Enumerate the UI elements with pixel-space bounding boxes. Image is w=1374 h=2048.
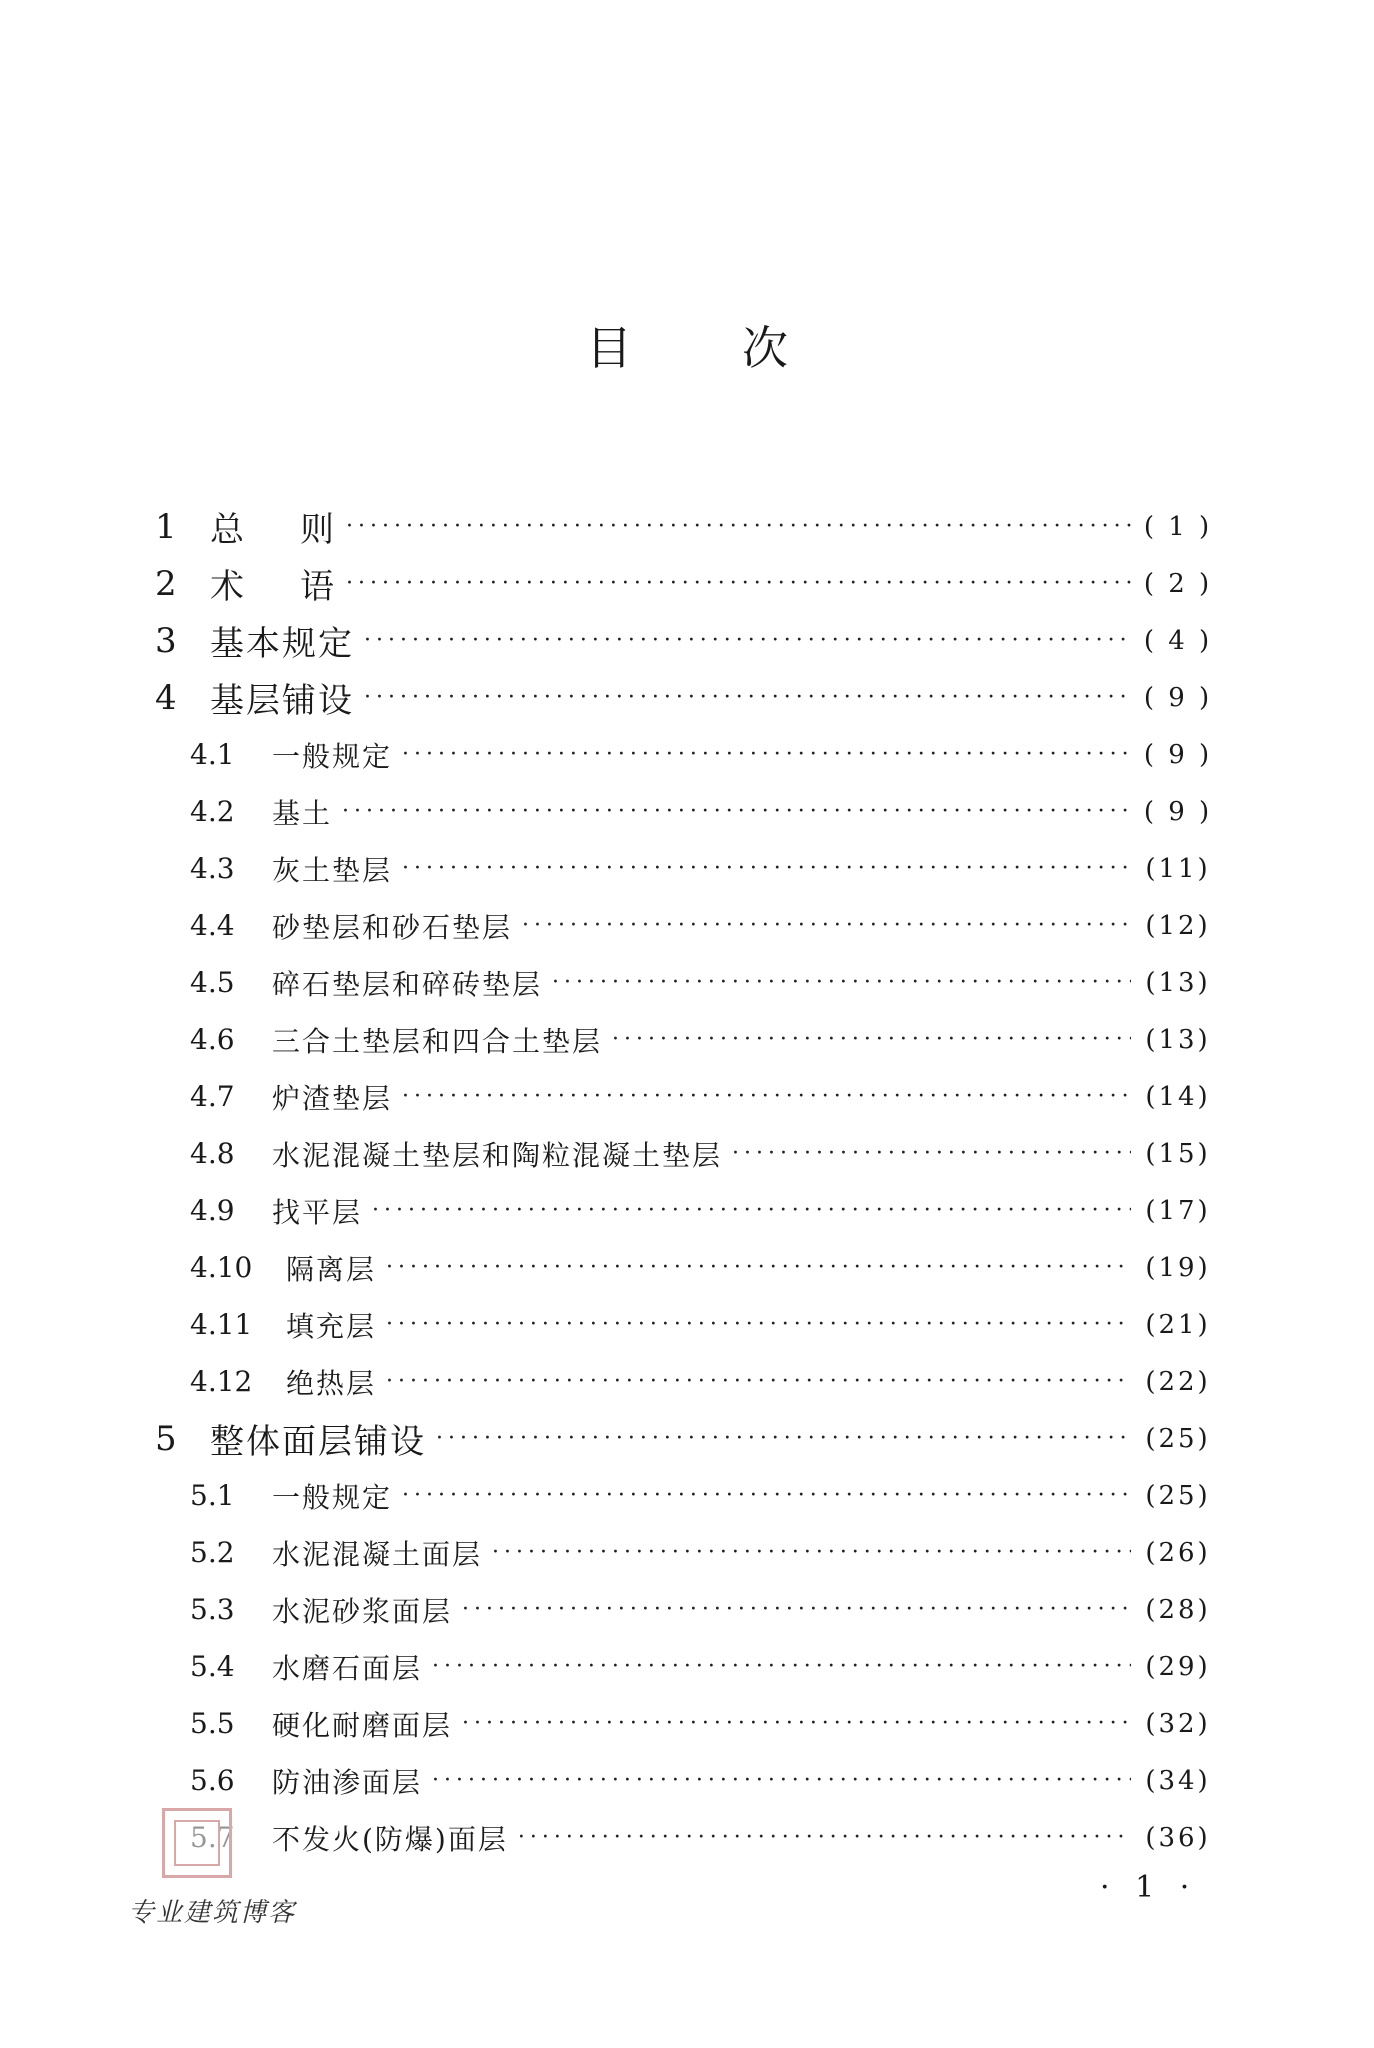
entry-page: (17) [1145, 1195, 1211, 1226]
toc-entry-5-4[interactable] [0, 1638, 1374, 1695]
table-of-contents [0, 498, 1374, 1866]
watermark-seal-frame [174, 1820, 220, 1866]
entry-page: (28) [1145, 1594, 1211, 1625]
dot-leader [364, 687, 1131, 709]
entry-label: 整体面层铺设 [210, 1422, 426, 1462]
dot-leader [612, 1029, 1131, 1051]
entry-page: (25) [1145, 1480, 1211, 1511]
entry-page: ( 1 ) [1143, 511, 1213, 542]
entry-label: 总则 [210, 510, 390, 550]
dot-leader [522, 915, 1131, 937]
entry-number: 4.12 [190, 1365, 253, 1398]
entry-page: (14) [1145, 1081, 1211, 1112]
dot-leader [346, 573, 1131, 595]
dot-leader [372, 1200, 1131, 1222]
entry-page: (15) [1145, 1138, 1211, 1169]
toc-entry-5[interactable] [0, 1410, 1374, 1467]
toc-entry-3[interactable] [0, 612, 1374, 669]
entry-page: (13) [1145, 1024, 1211, 1055]
entry-page: (11) [1145, 853, 1211, 884]
entry-page: (13) [1145, 967, 1211, 998]
entry-label: 碎石垫层和碎砖垫层 [272, 967, 543, 1001]
entry-page: ( 4 ) [1143, 625, 1213, 656]
dot-leader [462, 1713, 1131, 1735]
entry-number: 4.8 [190, 1137, 235, 1170]
entry-label: 砂垫层和砂石垫层 [272, 910, 513, 944]
dot-leader [432, 1770, 1131, 1792]
entry-number: 5.1 [190, 1479, 235, 1512]
entry-number: 4 [155, 677, 177, 718]
entry-label: 防油渗面层 [272, 1765, 423, 1799]
entry-label: 三合土垫层和四合土垫层 [272, 1024, 603, 1058]
entry-page: (21) [1145, 1309, 1211, 1340]
dot-leader [386, 1371, 1131, 1393]
entry-number: 1 [155, 506, 177, 547]
entry-label: 炉渣垫层 [272, 1081, 393, 1115]
entry-page: ( 9 ) [1143, 739, 1213, 770]
toc-entry-4-2[interactable] [0, 783, 1374, 840]
entry-page: (12) [1145, 910, 1211, 941]
toc-entry-4-1[interactable] [0, 726, 1374, 783]
entry-page: (19) [1145, 1252, 1211, 1283]
toc-entry-4-4[interactable] [0, 897, 1374, 954]
entry-number: 5.3 [190, 1593, 235, 1626]
dot-leader [402, 858, 1131, 880]
entry-label: 找平层 [272, 1195, 363, 1229]
entry-label: 一般规定 [272, 1480, 393, 1514]
entry-number: 4.3 [190, 852, 235, 885]
dot-leader [386, 1257, 1131, 1279]
entry-number: 4.7 [190, 1080, 235, 1113]
entry-number: 5.6 [190, 1764, 235, 1797]
toc-entry-4-9[interactable] [0, 1182, 1374, 1239]
entry-page: (34) [1145, 1765, 1211, 1796]
toc-entry-5-1[interactable] [0, 1467, 1374, 1524]
entry-page: (22) [1145, 1366, 1211, 1397]
dot-leader [386, 1314, 1131, 1336]
entry-label: 水磨石面层 [272, 1651, 423, 1685]
entry-number: 3 [155, 620, 177, 661]
entry-page: (25) [1145, 1423, 1211, 1454]
entry-label: 术语 [210, 567, 390, 607]
entry-label: 基层铺设 [210, 681, 354, 721]
entry-label: 水泥砂浆面层 [272, 1594, 453, 1628]
entry-label: 不发火(防爆)面层 [272, 1822, 508, 1856]
dot-leader [552, 972, 1131, 994]
dot-leader [518, 1827, 1131, 1849]
entry-number: 4.4 [190, 909, 235, 942]
entry-label: 硬化耐磨面层 [272, 1708, 453, 1742]
page-number: · 1 · [1100, 1870, 1198, 1905]
dot-leader [346, 516, 1131, 538]
entry-label: 基本规定 [210, 624, 354, 664]
entry-label: 隔离层 [286, 1252, 377, 1286]
entry-label: 填充层 [286, 1309, 377, 1343]
entry-label: 水泥混凝土面层 [272, 1537, 483, 1571]
entry-label: 一般规定 [272, 739, 393, 773]
toc-entry-5-3[interactable] [0, 1581, 1374, 1638]
toc-entry-5-6[interactable] [0, 1752, 1374, 1809]
entry-label: 水泥混凝土垫层和陶粒混凝土垫层 [272, 1138, 723, 1172]
toc-entry-4-7[interactable] [0, 1068, 1374, 1125]
entry-label: 灰土垫层 [272, 853, 393, 887]
toc-entry-4-11[interactable] [0, 1296, 1374, 1353]
toc-entry-5-2[interactable] [0, 1524, 1374, 1581]
toc-entry-4-6[interactable] [0, 1011, 1374, 1068]
toc-entry-1[interactable] [0, 498, 1374, 555]
toc-entry-4-8[interactable] [0, 1125, 1374, 1182]
entry-page: ( 9 ) [1143, 796, 1213, 827]
entry-page: ( 9 ) [1143, 682, 1213, 713]
entry-number: 5.2 [190, 1536, 235, 1569]
watermark-text: 专业建筑博客 [128, 1898, 297, 1928]
entry-page: (29) [1145, 1651, 1211, 1682]
entry-label: 绝热层 [286, 1366, 377, 1400]
page-title: 目次 [586, 321, 898, 375]
entry-number: 4.1 [190, 738, 235, 771]
dot-leader [462, 1599, 1131, 1621]
toc-entry-5-5[interactable] [0, 1695, 1374, 1752]
entry-number: 4.6 [190, 1023, 235, 1056]
dot-leader [402, 1485, 1131, 1507]
entry-number: 5.4 [190, 1650, 235, 1683]
entry-label: 基土 [272, 796, 333, 830]
dot-leader [432, 1656, 1131, 1678]
dot-leader [436, 1428, 1131, 1450]
dot-leader [342, 801, 1131, 823]
entry-page: ( 2 ) [1143, 568, 1213, 599]
watermark-seal-icon [162, 1808, 232, 1878]
toc-entry-4-12[interactable] [0, 1353, 1374, 1410]
dot-leader [402, 1086, 1131, 1108]
entry-page: (32) [1145, 1708, 1211, 1739]
entry-number: 4.5 [190, 966, 235, 999]
dot-leader [364, 630, 1131, 652]
entry-number: 4.9 [190, 1194, 235, 1227]
entry-number: 5 [155, 1418, 177, 1459]
toc-entry-4-5[interactable] [0, 954, 1374, 1011]
dot-leader [492, 1542, 1131, 1564]
dot-leader [732, 1143, 1131, 1165]
toc-entry-4[interactable] [0, 669, 1374, 726]
entry-number: 5.7 [190, 1821, 235, 1854]
entry-number: 4.11 [190, 1308, 253, 1341]
entry-number: 4.10 [190, 1251, 253, 1284]
entry-number: 5.5 [190, 1707, 235, 1740]
entry-page: (36) [1145, 1822, 1211, 1853]
entry-number: 2 [155, 563, 177, 604]
dot-leader [402, 744, 1131, 766]
toc-entry-4-3[interactable] [0, 840, 1374, 897]
entry-page: (26) [1145, 1537, 1211, 1568]
toc-entry-2[interactable] [0, 555, 1374, 612]
toc-entry-4-10[interactable] [0, 1239, 1374, 1296]
entry-number: 4.2 [190, 795, 235, 828]
